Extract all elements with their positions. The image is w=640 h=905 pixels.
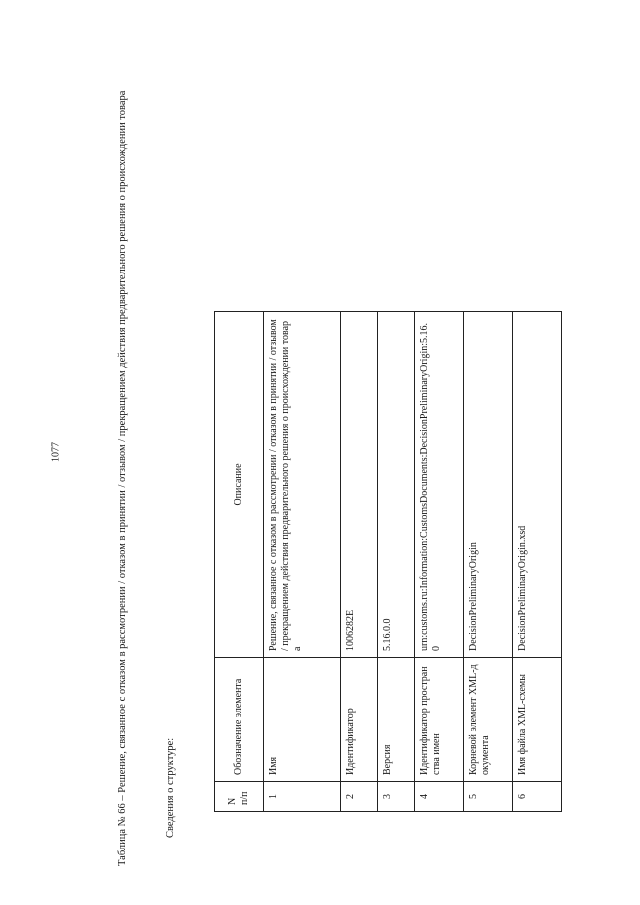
rotated-page-content — [84, 66, 594, 866]
row-description: Решение, связанное с отказом в рассмотрении / отказом в принятии / отзывом / прекращением действия предварительного решения о происхождении товара — [264, 312, 341, 658]
row-description: urn:customs.ru:Information:CustomsDocuments:DecisionPreliminaryOrigin:5.16.0 — [415, 312, 464, 658]
row-element: Имя — [264, 658, 341, 782]
table-caption: Таблица № 66 – Решение, связанное с отказом в рассмотрении / отказом в принятии / отзывом / прекращением действия предварительного решения о происхождении товара — [117, 90, 128, 866]
page-number: 1077 — [50, 442, 62, 462]
row-description: DecisionPreliminaryOrigin.xsd — [513, 312, 562, 658]
row-description: 5.16.0.0 — [378, 312, 415, 658]
table-row — [464, 312, 513, 812]
table-row — [415, 312, 464, 812]
row-element: Идентификатор пространства имен — [415, 658, 464, 782]
row-element: Имя файла XML-схемы — [513, 658, 562, 782]
header-num: N п/п — [215, 782, 264, 812]
row-num: 4 — [415, 782, 464, 812]
header-element: Обозначение элемента — [215, 658, 264, 782]
table-header-row — [215, 312, 264, 812]
structure-subcaption: Сведения о структуре: — [165, 737, 176, 838]
table-row — [341, 312, 378, 812]
row-element: Идентификатор — [341, 658, 378, 782]
row-num: 6 — [513, 782, 562, 812]
row-num: 2 — [341, 782, 378, 812]
table-row — [513, 312, 562, 812]
table-row — [264, 312, 341, 812]
row-element: Корневой элемент XML-документа — [464, 658, 513, 782]
header-description: Описание — [215, 312, 264, 658]
row-num: 5 — [464, 782, 513, 812]
row-num: 3 — [378, 782, 415, 812]
row-description: 1006282E — [341, 312, 378, 658]
row-num: 1 — [264, 782, 341, 812]
row-description: DecisionPreliminaryOrigin — [464, 312, 513, 658]
table-row — [378, 312, 415, 812]
row-element: Версия — [378, 658, 415, 782]
structure-table — [214, 311, 562, 812]
